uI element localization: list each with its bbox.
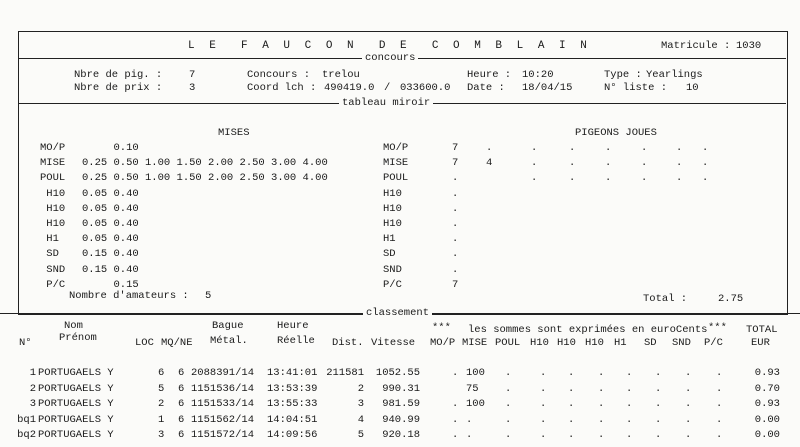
row-rank: 1 [29,367,36,379]
empty-cell-dot [676,172,682,184]
empty-cell-dot [540,383,546,395]
pigeons-row-label: SND [383,263,402,276]
col-header-prize: SD [644,337,657,349]
col-header-stars-right: *** [708,322,727,334]
amateurs-value: 5 [205,290,212,302]
row-distance: 5 [357,429,364,442]
empty-cell-dot [540,429,546,441]
empty-cell-dot [605,142,611,154]
empty-cell-dot [598,398,604,410]
mises-row-values: 0.15 0.40 [82,263,139,276]
type-value: Yearlings [646,69,703,81]
empty-cell-dot [716,398,722,410]
pigeons-row-count-2: . [486,142,493,154]
empty-cell-dot [626,367,632,379]
mises-row-label: POUL [40,172,66,185]
row-heure: 14:09:56 [267,429,318,442]
col-header-prize: H10 [585,337,604,349]
col-header-prize: MISE [462,337,488,349]
liste-value: 10 [686,82,699,94]
empty-cell-dot [598,367,604,379]
pigeons-row-label: H10 [383,187,402,200]
row-mq: 6 [178,413,185,426]
row-distance: 2 [357,382,364,395]
empty-cell-dot [505,383,511,395]
pigeons-row-label: H10 [383,202,402,215]
empty-cell-dot [605,157,611,169]
empty-cell-dot [685,367,691,379]
concours-section-label: concours [362,52,418,64]
row-vitesse: 940.99 [382,413,420,426]
empty-cell-dot [598,414,604,426]
row-loc: 6 [158,367,165,379]
row-loc: 2 [158,398,165,411]
col-header-stars-left: *** [432,322,451,334]
mises-row-values: 0.25 0.50 1.00 1.50 2.00 2.50 3.00 4.00 [82,157,328,170]
empty-cell-dot [716,367,722,379]
mises-title: MISES [218,127,250,139]
pigeons-row-label: MO/P [383,142,409,154]
pigeons-row-label: H1 [383,233,396,246]
empty-cell-dot [568,383,574,395]
row-loc: 5 [158,382,165,395]
row-name: PORTUGAELS Y [38,367,114,379]
total-value: 2.75 [718,293,744,305]
row-total-eur: 0.93 [754,398,780,411]
row-distance: 3 [357,398,364,411]
col-header-prize: H1 [614,337,627,349]
col-header-metal: Métal. [210,335,248,347]
empty-cell-dot [702,142,708,154]
row-rank: bq1 [17,413,36,426]
matricule-label: Matricule : [661,40,731,52]
coord-y-value: 033600.0 [400,82,451,94]
row-mise: . [466,429,473,442]
empty-cell-dot [676,157,682,169]
empty-cell-dot [626,398,632,410]
col-header-sommes-note: les sommes sont exprimées en euroCents [468,324,708,336]
col-header-prize: SND [672,337,691,349]
col-header-dist: Dist. [332,337,364,349]
nbre-pig-label: Nbre de pig. : [74,69,163,81]
row-vitesse: 990.31 [382,382,420,395]
col-header-eur: EUR [751,337,770,349]
pigeons-row-count: . [452,233,459,246]
row-mop: . [452,398,459,411]
empty-cell-dot [569,157,575,169]
pigeons-title: PIGEONS JOUES [575,127,657,139]
pigeons-row-count-2: 4 [486,157,493,170]
mises-row-label: H10 [40,218,66,230]
mises-row-label: SD [40,248,59,261]
mises-row-label: SND [40,263,66,276]
row-vitesse: 920.18 [382,429,420,442]
pigeons-row-label: POUL [383,172,409,185]
total-label: Total : [643,293,688,305]
empty-cell-dot [568,414,574,426]
mises-row-values: 0.10 [82,142,139,154]
empty-cell-dot [531,172,537,184]
pigeons-row-count: 7 [452,142,459,154]
empty-cell-dot [655,383,661,395]
empty-cell-dot [568,367,574,379]
mises-row-label: H10 [40,202,66,215]
empty-cell-dot [702,172,708,184]
pigeons-row-count: 7 [452,278,459,291]
empty-cell-dot [655,414,661,426]
col-header-prize: P/C [704,337,723,349]
mises-row-values: 0.15 [82,278,139,291]
col-header-loc: LOC [135,337,154,349]
club-title: L E F A U C O N D E C O M B L A I N [188,40,591,52]
pigeons-row-count: . [452,263,459,276]
coord-x-value: 490419.0 [324,82,375,94]
empty-cell-dot [598,429,604,441]
empty-cell-dot [641,142,647,154]
row-mop: . [452,429,459,442]
col-header-nom: Nom [64,320,83,332]
matricule-value: 1030 [736,40,762,52]
mises-row-label: MISE [40,157,66,170]
row-distance: 4 [357,413,364,426]
empty-cell-dot [685,414,691,426]
row-total-eur: 0.00 [754,413,780,426]
row-heure: 14:04:51 [267,413,318,426]
row-total-eur: 0.00 [754,429,780,442]
empty-cell-dot [505,414,511,426]
empty-cell-dot [685,398,691,410]
mises-row-values: 0.15 0.40 [82,248,139,261]
heure-value: 10:20 [522,69,554,81]
col-header-total: TOTAL [746,324,778,336]
row-total-eur: 0.93 [754,367,780,379]
col-header-bague: Bague [212,320,244,332]
row-name: PORTUGAELS Y [38,429,114,442]
empty-cell-dot [655,398,661,410]
type-label: Type : [604,69,642,81]
empty-cell-dot [641,157,647,169]
row-bague: 1151572/14 [191,429,255,442]
row-vitesse: 981.59 [382,398,420,411]
empty-cell-dot [505,429,511,441]
pigeons-row-label: P/C [383,278,402,291]
row-mq: 6 [178,398,185,411]
row-mise: 100 [466,367,485,379]
nbre-pig-value: 7 [189,69,196,81]
row-vitesse: 1052.55 [375,367,420,379]
empty-cell-dot [716,383,722,395]
pigeons-row-count: . [452,218,459,230]
row-bague: 1151536/14 [191,382,255,395]
pigeons-row-count: . [452,172,459,185]
empty-cell-dot [531,157,537,169]
mises-row-values: 0.05 0.40 [82,233,139,246]
empty-cell-dot [655,429,661,441]
col-header-prize: POUL [495,337,521,349]
empty-cell-dot [626,414,632,426]
empty-cell-dot [569,142,575,154]
empty-cell-dot [540,414,546,426]
empty-cell-dot [505,367,511,379]
empty-cell-dot [716,414,722,426]
classement-section-label: classement [363,307,432,319]
empty-cell-dot [626,383,632,395]
row-heure: 13:53:39 [267,382,318,395]
mises-row-label: H1 [40,233,59,246]
date-label: Date : [467,82,505,94]
row-mise: 100 [466,398,485,411]
empty-cell-dot [605,172,611,184]
empty-cell-dot [569,172,575,184]
row-mop: . [452,367,459,379]
empty-cell-dot [540,398,546,410]
pigeons-row-count: 7 [452,157,459,170]
col-header-prize: H10 [530,337,549,349]
row-name: PORTUGAELS Y [38,382,114,395]
pigeons-row-count: . [452,187,459,200]
row-mise: . [466,413,473,426]
mises-row-values: 0.05 0.40 [82,202,139,215]
empty-cell-dot [568,429,574,441]
coord-separator: / [384,82,391,94]
coord-label: Coord lch : [247,82,317,94]
mises-row-values: 0.05 0.40 [82,218,139,230]
col-header-prize: H10 [557,337,576,349]
row-bague: 1151562/14 [191,413,255,426]
mises-row-label: H10 [40,187,66,200]
nbre-prix-value: 3 [189,82,196,94]
liste-label: N° liste : [604,82,668,94]
col-header-mqne: MQ/NE [161,337,193,349]
heure-label: Heure : [467,69,512,81]
date-value: 18/04/15 [522,82,573,94]
row-mq: 6 [178,367,185,379]
pigeons-row-count: . [452,202,459,215]
row-total-eur: 0.70 [754,382,780,395]
empty-cell-dot [685,383,691,395]
row-mop: . [452,413,459,426]
empty-cell-dot [626,429,632,441]
empty-cell-dot [685,429,691,441]
col-header-heure: Heure [277,320,309,332]
mises-row-label: P/C [40,278,66,291]
empty-cell-dot [676,142,682,154]
row-mq: 6 [178,429,185,442]
row-mq: 6 [178,382,185,395]
mises-row-values: 0.05 0.40 [82,187,139,200]
col-header-vitesse: Vitesse [371,337,416,349]
row-distance: 211581 [326,367,364,379]
empty-cell-dot [641,172,647,184]
pigeons-row-count: . [452,248,459,261]
row-rank: 2 [29,382,36,395]
row-mise: 75 [466,382,479,395]
empty-cell-dot [702,157,708,169]
pigeons-row-label: H10 [383,218,402,230]
empty-cell-dot [531,142,537,154]
amateurs-label: Nombre d'amateurs : [69,290,189,302]
col-header-no: N° [19,337,32,349]
miroir-section-label: tableau miroir [339,97,433,109]
pigeons-row-label: SD [383,248,396,261]
row-heure: 13:55:33 [267,398,318,411]
mises-row-label: MO/P [40,142,66,154]
empty-cell-dot [540,367,546,379]
col-header-prenom: Prénom [59,332,97,344]
row-rank: bq2 [17,429,36,442]
row-name: PORTUGAELS Y [38,398,114,411]
concours-label: Concours : [247,69,311,81]
row-heure: 13:41:01 [267,367,318,379]
row-loc: 1 [158,413,165,426]
row-bague: 1151533/14 [191,398,255,411]
row-name: PORTUGAELS Y [38,413,114,426]
row-loc: 3 [158,429,165,442]
concours-value: trelou [322,69,360,81]
nbre-prix-label: Nbre de prix : [74,82,163,94]
empty-cell-dot [568,398,574,410]
row-rank: 3 [29,398,36,411]
empty-cell-dot [655,367,661,379]
empty-cell-dot [505,398,511,410]
pigeons-row-label: MISE [383,157,409,170]
empty-cell-dot [598,383,604,395]
mises-row-values: 0.25 0.50 1.00 1.50 2.00 2.50 3.00 4.00 [82,172,328,185]
col-header-prize: MO/P [430,337,456,349]
col-header-reelle: Réelle [277,335,315,347]
row-bague: 2088391/14 [191,367,255,379]
empty-cell-dot [716,429,722,441]
